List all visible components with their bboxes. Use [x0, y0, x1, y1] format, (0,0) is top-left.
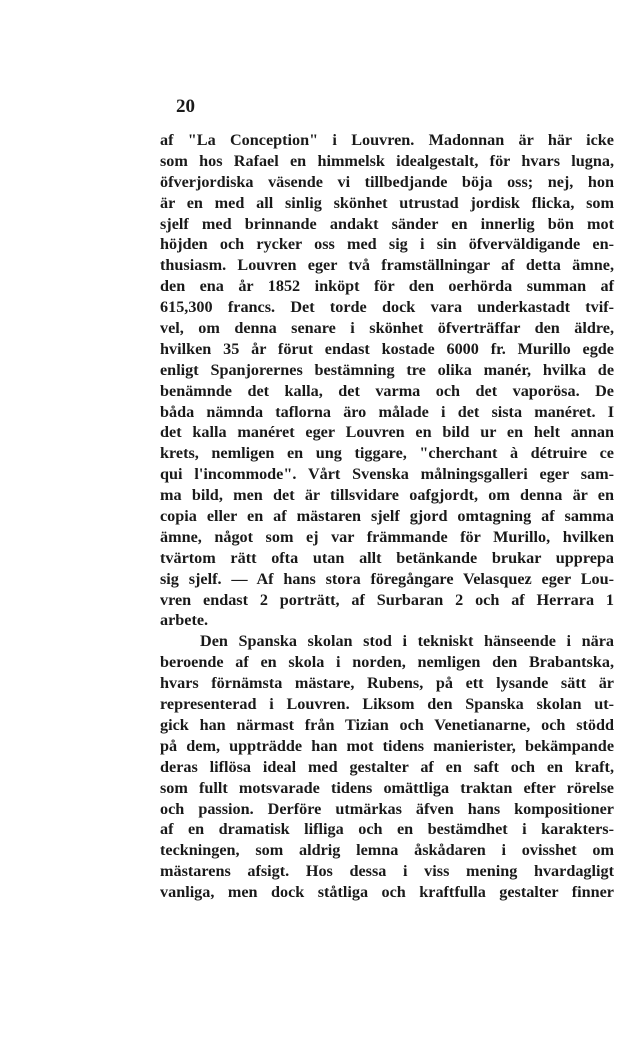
text-line: det kalla manéret eger Louvren en bild ur en helt annan [160, 423, 614, 442]
text-line: är en med all sinlig skönhet utrustad jordisk flicka, som [160, 193, 614, 212]
text-line: Den Spanska skolan stod i tekniskt hänseende i nära [200, 632, 614, 651]
paragraph [160, 631, 614, 903]
text-line: höjden och rycker oss med sig i sin öfverväldigande en- [160, 235, 614, 254]
text-line: den ena år 1852 inköpt för den oerhörda summan af [160, 277, 614, 296]
text-line: enligt Spanjorernes bestämning tre olika manér, hvilka de [160, 360, 614, 379]
text-line: vel, om denna senare i skönhet öfverträffar den äldre, [160, 319, 614, 338]
text-line: vanliga, men dock ståtliga och kraftfulla gestalter finner [160, 883, 614, 902]
text-line: qui l'incommode". Vårt Svenska målningsgalleri eger sam- [160, 465, 614, 484]
text-line: hvilken 35 år förut endast kostade 6000 fr. Murillo egde [160, 339, 614, 358]
text-line: tvärtom rätt ofta utan allt betänkande brukar upprepa [160, 548, 614, 567]
text-line: krets, nemligen en ung tiggare, "cherchant à détruire ce [160, 444, 614, 463]
text-line: som fullt motsvarade tidens omättliga traktan efter rörelse [160, 778, 614, 797]
text-line: teckningen, som aldrig lemna åskådaren i ovisshet om [160, 841, 614, 860]
text-line: arbete. [160, 611, 209, 630]
text-line: sjelf med brinnande andakt sänder en innerlig bön mot [160, 214, 614, 233]
text-line: thusiasm. Louvren eger två framställningar af detta ämne, [160, 256, 614, 275]
text-line: öfverjordiska väsende vi tillbedjande böja oss; nej, hon [160, 172, 614, 191]
text-line: af "La Conception" i Louvren. Madonnan är här icke [160, 131, 614, 149]
text-line: ma bild, men det är tillsvidare oafgjordt, om denna är en [160, 486, 614, 505]
text-line: representerad i Louvren. Liksom den Spanska skolan ut- [160, 695, 614, 714]
text-line: sig sjelf. — Af hans stora föregångare Velasquez eger Lou- [160, 569, 614, 588]
text-line: beroende af en skola i norden, nemligen den Brabantska, [160, 653, 614, 672]
paragraph [160, 130, 614, 631]
text-line: vren endast 2 porträtt, af Surbaran 2 och af Herrara 1 [160, 590, 614, 609]
text-line: båda nämnda taflorna äro målade i det sista manéret. I [160, 402, 614, 421]
page-number: 20 [176, 96, 195, 117]
text-line: af en dramatisk lifliga och en bestämdhet i karakters- [160, 820, 614, 839]
text-line: benämnde det kalla, det varma och det vaporösa. De [160, 381, 614, 400]
text-line: 615,300 francs. Det torde dock vara underkastadt tvif- [160, 298, 614, 317]
text-line: deras liflösa ideal med gestalter af en saft och en kraft, [160, 757, 614, 776]
text-line: och passion. Derföre utmärkas äfven hans kompositioner [160, 799, 614, 818]
text-line: på dem, uppträdde han mot tidens manierister, bekämpande [160, 736, 614, 755]
text-line: hvars förnämsta mästare, Rubens, på ett lysande sätt är [160, 674, 614, 693]
text-line: ämne, något som ej var främmande för Murillo, hvilken [160, 527, 614, 546]
text-line: gick han närmast från Tizian och Venetianarne, och stödd [160, 715, 614, 734]
text-line: copia eller en af mästaren sjelf gjord omtagning af samma [160, 507, 614, 526]
text-line: mästarens afsigt. Hos dessa i viss mening hvardagligt [160, 862, 614, 881]
body-text [160, 130, 614, 903]
text-line: som hos Rafael en himmelsk idealgestalt, för hvars lugna, [160, 151, 614, 170]
